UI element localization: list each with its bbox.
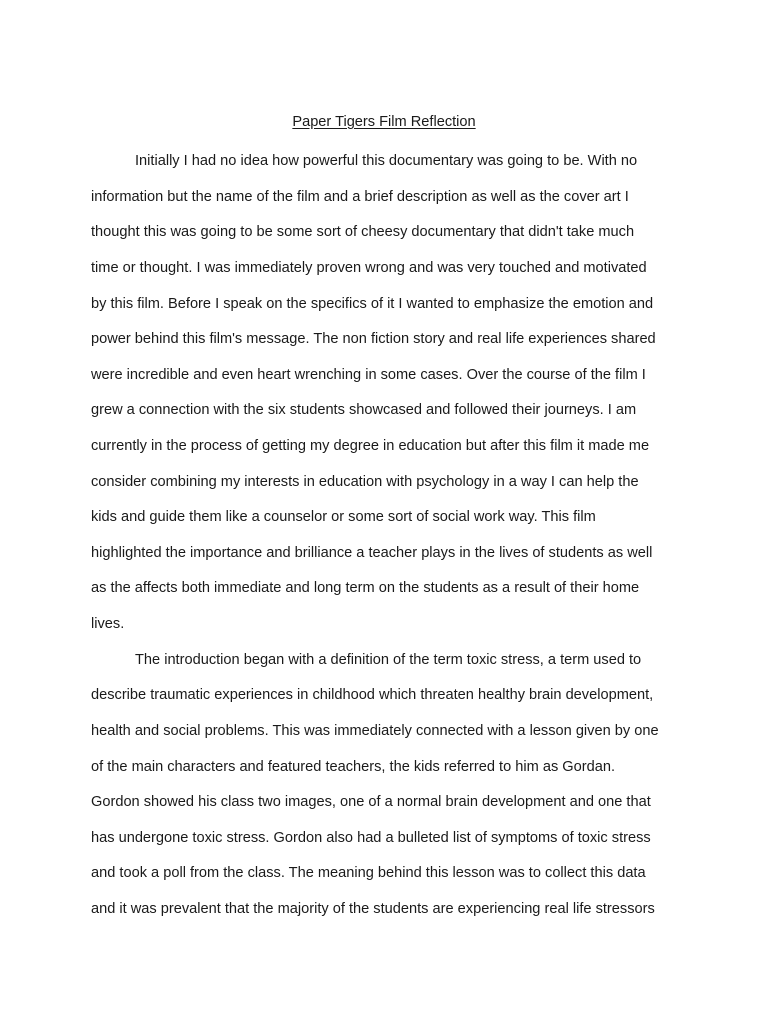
text-line: grew a connection with the six students showcased and followed their journeys. I am [91,402,637,418]
text-line: and it was prevalent that the majority of the students are experiencing real life stressors [91,901,655,917]
text-line: health and social problems. This was immediately connected with a lesson given by one [91,723,659,739]
text-line: Gordon showed his class two images, one of a normal brain development and one that [91,794,651,810]
text-line: and took a poll from the class. The meaning behind this lesson was to collect this data [91,865,646,881]
text-line: thought this was going to be some sort of cheesy documentary that didn't take much [91,224,635,240]
text-line: has undergone toxic stress. Gordon also had a bulleted list of symptoms of toxic stress [91,830,651,846]
text-line: were incredible and even heart wrenching in some cases. Over the course of the film I [91,367,646,383]
text-line: power behind this film's message. The non fiction story and real life experiences shared [91,331,656,347]
text-line: consider combining my interests in education with psychology in a way I can help the [91,474,639,490]
text-line: information but the name of the film and a brief description as well as the cover art I [91,189,629,205]
text-line: of the main characters and featured teachers, the kids referred to him as Gordan. [91,759,616,775]
text-line: as the affects both immediate and long term on the students as a result of their home [91,580,640,596]
text-line: highlighted the importance and brilliance a teacher plays in the lives of students as well [91,545,653,561]
text-line: lives. [91,616,125,632]
text-line: describe traumatic experiences in childhood which threaten healthy brain development, [91,687,654,703]
text-line: Initially I had no idea how powerful this documentary was going to be. With no [135,153,638,169]
text-line: time or thought. I was immediately proven wrong and was very touched and motivated [91,260,647,276]
text-line: The introduction began with a definition of the term toxic stress, a term used to [135,652,642,668]
text-line: kids and guide them like a counselor or some sort of social work way. This film [91,509,596,525]
text-line: by this film. Before I speak on the specifics of it I wanted to emphasize the emotion and [91,296,654,312]
text-line: currently in the process of getting my degree in education but after this film it made me [91,438,650,454]
document-title: Paper Tigers Film Reflection [292,114,476,130]
